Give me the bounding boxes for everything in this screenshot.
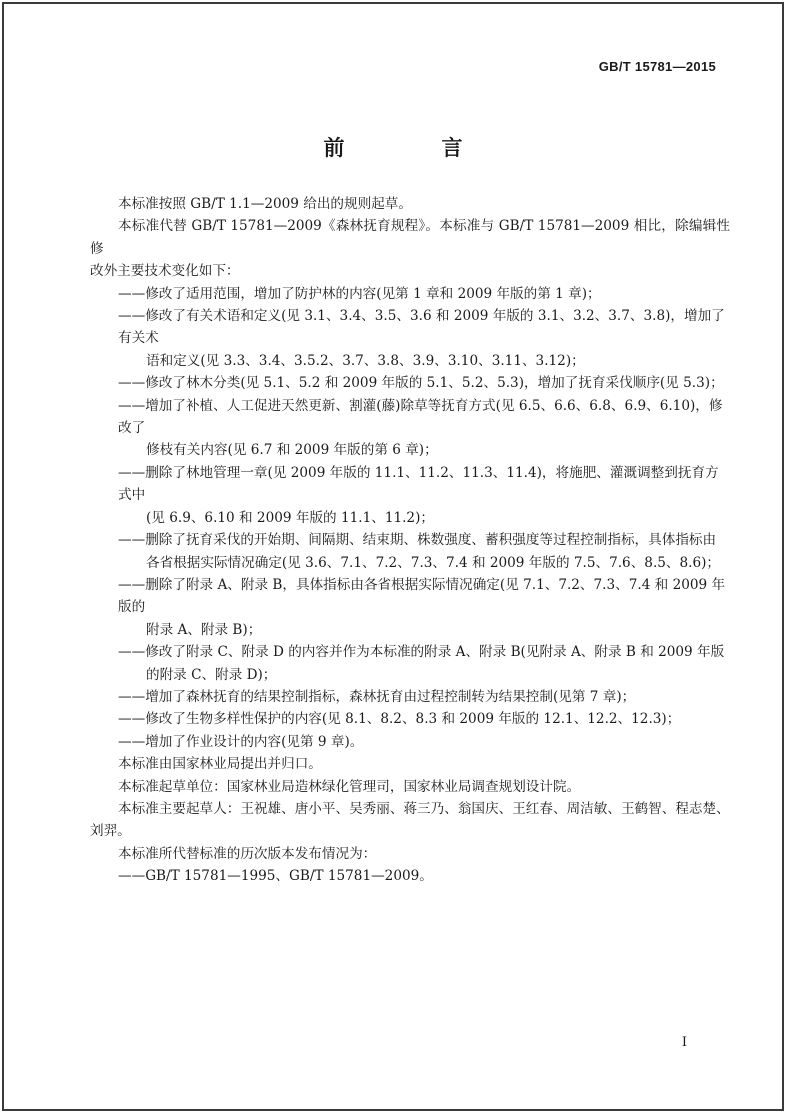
change-item-appendix-ab-line1: ——删除了附录 A、附录 B，具体指标由各省根据实际情况确定(见 7.1、7.2、7.3、7.4 和 2009 年版的 bbox=[118, 576, 726, 616]
page-title: 前 言 bbox=[323, 136, 501, 160]
change-item-appendix-ab-line2: 附录 A、附录 B)； bbox=[146, 621, 262, 638]
change-item-appendix-cd-line1: ——修改了附录 C、附录 D 的内容并作为本标准的附录 A、附录 B(见附录 A、附录 B 和 2009 年版 bbox=[118, 644, 725, 661]
standard-number: GB/T 15781—2015 bbox=[598, 59, 716, 74]
change-item-appendix-cd-line2: 的附录 C、附录 D)； bbox=[146, 666, 277, 683]
change-item-tending-methods-line1: ——增加了补植、人工促进天然更新、割灌(藤)除草等抚育方式(见 6.5、6.6、6.8、6.9、6.10)，修改了 bbox=[118, 397, 723, 437]
paragraph-proposed-by: 本标准由国家林业局提出并归口。 bbox=[118, 756, 322, 773]
paragraph-replaces-line2: 改外主要技术变化如下： bbox=[90, 263, 240, 280]
change-item-classification: ——修改了林木分类(见 5.1、5.2 和 2009 年版的 5.1、5.2、5.3)，增加了抚育采伐顺序(见 5.3)； bbox=[118, 375, 724, 392]
paragraph-drafting-rules: 本标准按照 GB/T 1.1—2009 给出的规则起草。 bbox=[118, 196, 412, 212]
paragraph-drafters-line2: 刘羿。 bbox=[90, 823, 131, 840]
paragraph-replaces-line1: 本标准代替 GB/T 15781—2009《森林抚育规程》。本标准与 GB/T 15781—2009 相比，除编辑性修 bbox=[90, 218, 730, 257]
change-item-land-management-line1: ——删除了林地管理一章(见 2009 年版的 11.1、11.2、11.3、11.4)，将施肥、灌溉调整到抚育方式中 bbox=[118, 464, 719, 504]
document-page bbox=[2, 2, 784, 1111]
change-item-operation-design: ——增加了作业设计的内容(见第 9 章)。 bbox=[118, 733, 364, 750]
paragraph-history: 本标准所代替标准的历次版本发布情况为： bbox=[118, 845, 377, 862]
page-number: I bbox=[681, 1035, 687, 1050]
paragraph-drafters-line1: 本标准主要起草人：王祝雄、唐小平、吴秀丽、蒋三乃、翁国庆、王红春、周洁敏、王鹤智、程志楚、 bbox=[118, 800, 730, 817]
change-item-biodiversity: ——修改了生物多样性保护的内容(见 8.1、8.2、8.3 和 2009 年版的 12.1、12.2、12.3)； bbox=[118, 711, 681, 728]
change-item-process-indicators-line2: 各省根据实际情况确定(见 3.6、7.1、7.2、7.3、7.4 和 2009 年版的 7.5、7.6、8.5、8.6)； bbox=[146, 554, 721, 571]
foreword-body bbox=[90, 193, 730, 888]
change-item-tending-methods-line2: 修枝有关内容(见 6.7 和 2009 年版的第 6 章)； bbox=[146, 442, 438, 459]
change-item-process-indicators-line1: ——删除了抚育采伐的开始期、间隔期、结束期、株数强度、蓄积强度等过程控制指标，具体指标由 bbox=[118, 532, 717, 549]
history-item-versions: ——GB/T 15781—1995、GB/T 15781—2009。 bbox=[118, 868, 433, 885]
change-item-terms-line1: ——修改了有关术语和定义(见 3.1、3.4、3.5、3.6 和 2009 年版的 3.1、3.2、3.7、3.8)，增加了有关术 bbox=[118, 308, 725, 347]
change-item-scope: ——修改了适用范围，增加了防护林的内容(见第 1 章和 2009 年版的第 1 章)； bbox=[118, 285, 601, 302]
change-item-land-management-line2: (见 6.9、6.10 和 2009 年版的 11.1、11.2)； bbox=[146, 509, 434, 526]
paragraph-drafting-units: 本标准起草单位：国家林业局造林绿化管理司，国家林业局调查规划设计院。 bbox=[118, 778, 581, 795]
change-item-terms-line2: 语和定义(见 3.3、3.4、3.5.2、3.7、3.8、3.9、3.10、3.11、3.12)； bbox=[146, 352, 585, 369]
change-item-result-control: ——增加了森林抚育的结果控制指标，森林抚育由过程控制转为结果控制(见第 7 章)； bbox=[118, 688, 636, 705]
